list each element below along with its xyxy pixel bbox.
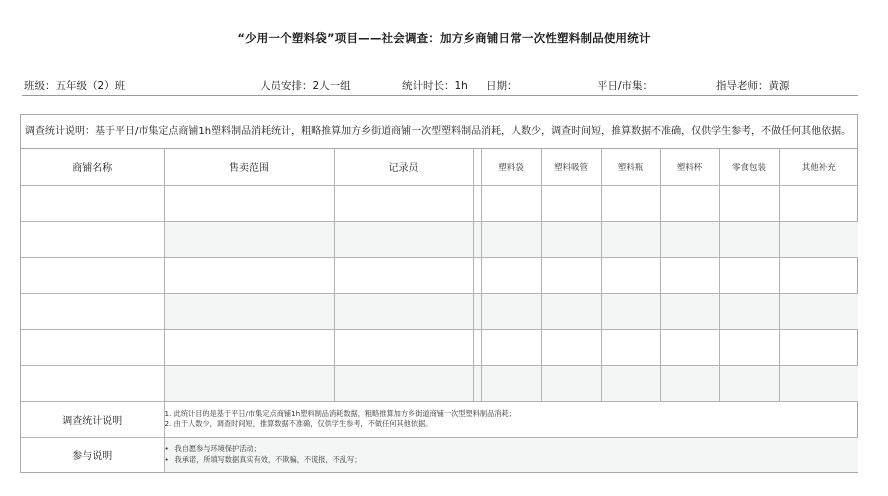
teacher-field: 指导老师：黄源 — [716, 80, 790, 92]
cell-snack-packaging[interactable] — [719, 257, 779, 293]
column-separator — [473, 221, 481, 257]
cell-shop-name[interactable] — [21, 221, 164, 257]
info-divider — [22, 95, 858, 96]
cell-plastic-bag[interactable] — [481, 185, 541, 221]
header-plastic-straw: 塑料吸管 — [541, 149, 601, 185]
cell-plastic-straw[interactable] — [541, 365, 601, 401]
header-plastic-cup: 塑料杯 — [660, 149, 719, 185]
cell-plastic-straw[interactable] — [541, 221, 601, 257]
cell-plastic-bag[interactable] — [481, 221, 541, 257]
participation-note-line: • 我承诺，所填写数据真实有效，不欺骗，不谎报，不乱写； — [164, 454, 362, 464]
cell-sales-scope[interactable] — [164, 365, 334, 401]
cell-other[interactable] — [779, 329, 858, 365]
header-row — [21, 149, 858, 185]
cell-plastic-cup[interactable] — [660, 365, 719, 401]
date-field[interactable]: 日期： — [486, 80, 518, 92]
cell-sales-scope[interactable] — [164, 329, 334, 365]
cell-plastic-bottle[interactable] — [601, 329, 660, 365]
cell-other[interactable] — [779, 257, 858, 293]
survey-note-line: 2. 由于人数少，调查时间短，推算数据不准确，仅供学生参考，不做任何其他依据。 — [164, 419, 433, 428]
cell-plastic-cup[interactable] — [660, 185, 719, 221]
bullet-icon: • — [164, 444, 169, 454]
cell-other[interactable] — [779, 221, 858, 257]
header-other: 其他补充 — [779, 149, 858, 185]
cell-plastic-straw[interactable] — [541, 293, 601, 329]
cell-sales-scope[interactable] — [164, 257, 334, 293]
survey-description: 调查统计说明：基于平日/市集定点商铺1h塑料制品消耗统计，粗略推算加方乡街道商铺一次型塑料制品消耗，人数少，调查时间短，推算数据不准确，仅供学生参考，不做任何其他依据。 — [21, 115, 857, 149]
survey-table — [21, 149, 858, 472]
cell-recorder[interactable] — [334, 329, 473, 365]
participation-notes-text — [164, 437, 858, 472]
cell-plastic-straw[interactable] — [541, 185, 601, 221]
staffing-field: 人员安排：2人一组 — [260, 80, 351, 92]
cell-sales-scope[interactable] — [164, 221, 334, 257]
header-snack-packaging: 零食包装 — [719, 149, 779, 185]
table-row — [21, 257, 858, 293]
column-separator — [473, 185, 481, 221]
column-separator — [473, 293, 481, 329]
participation-note-line: • 我自愿参与环境保护活动； — [164, 444, 261, 454]
cell-plastic-cup[interactable] — [660, 221, 719, 257]
cell-plastic-straw[interactable] — [541, 329, 601, 365]
cell-other[interactable] — [779, 293, 858, 329]
header-sales-scope: 售卖范围 — [164, 149, 334, 185]
table-row — [21, 365, 858, 401]
cell-plastic-bag[interactable] — [481, 257, 541, 293]
cell-snack-packaging[interactable] — [719, 365, 779, 401]
survey-notes-label: 调查统计说明 — [21, 401, 164, 437]
header-plastic-bottle: 塑料瓶 — [601, 149, 660, 185]
survey-note-line: 1. 此统计目的是基于平日/市集定点商铺1h塑料制品消耗数据，粗略推算加方乡街道商铺一次型塑料制品消耗； — [164, 408, 516, 418]
cell-snack-packaging[interactable] — [719, 221, 779, 257]
cell-shop-name[interactable] — [21, 365, 164, 401]
document-title: “少用一个塑料袋”项目——社会调查：加方乡商铺日常一次性塑料制品使用统计 — [237, 31, 651, 45]
duration-field: 统计时长：1h — [402, 80, 468, 92]
cell-recorder[interactable] — [334, 365, 473, 401]
cell-plastic-straw[interactable] — [541, 257, 601, 293]
cell-shop-name[interactable] — [21, 257, 164, 293]
table-row — [21, 293, 858, 329]
bullet-icon: • — [164, 454, 169, 464]
table-row — [21, 221, 858, 257]
column-separator — [473, 329, 481, 365]
cell-recorder[interactable] — [334, 293, 473, 329]
cell-shop-name[interactable] — [21, 293, 164, 329]
participation-notes-label: 参与说明 — [21, 437, 164, 472]
cell-plastic-cup[interactable] — [660, 329, 719, 365]
header-shop-name: 商铺名称 — [21, 149, 164, 185]
cell-plastic-bag[interactable] — [481, 293, 541, 329]
survey-notes-text — [164, 401, 858, 437]
table-row — [21, 185, 858, 221]
cell-plastic-cup[interactable] — [660, 257, 719, 293]
cell-plastic-bottle[interactable] — [601, 257, 660, 293]
cell-shop-name[interactable] — [21, 329, 164, 365]
cell-plastic-bottle[interactable] — [601, 221, 660, 257]
info-row — [24, 78, 860, 96]
column-separator — [473, 365, 481, 401]
cell-plastic-bottle[interactable] — [601, 365, 660, 401]
table-row — [21, 329, 858, 365]
cell-other[interactable] — [779, 185, 858, 221]
survey-sheet — [20, 114, 858, 473]
header-recorder: 记录员 — [334, 149, 473, 185]
column-separator — [473, 149, 481, 185]
cell-recorder[interactable] — [334, 257, 473, 293]
column-separator — [473, 257, 481, 293]
cell-snack-packaging[interactable] — [719, 329, 779, 365]
cell-plastic-bag[interactable] — [481, 329, 541, 365]
cell-recorder[interactable] — [334, 221, 473, 257]
cell-other[interactable] — [779, 365, 858, 401]
cell-recorder[interactable] — [334, 185, 473, 221]
cell-plastic-cup[interactable] — [660, 293, 719, 329]
cell-snack-packaging[interactable] — [719, 293, 779, 329]
participation-notes-row — [21, 437, 858, 472]
cell-plastic-bottle[interactable] — [601, 185, 660, 221]
cell-sales-scope[interactable] — [164, 293, 334, 329]
cell-sales-scope[interactable] — [164, 185, 334, 221]
cell-snack-packaging[interactable] — [719, 185, 779, 221]
cell-plastic-bottle[interactable] — [601, 293, 660, 329]
cell-shop-name[interactable] — [21, 185, 164, 221]
survey-notes-row — [21, 401, 858, 437]
cell-plastic-bag[interactable] — [481, 365, 541, 401]
class-field: 班级：五年级（2）班 — [24, 80, 126, 92]
day-type-field[interactable]: 平日/市集： — [597, 80, 654, 92]
header-plastic-bag: 塑料袋 — [481, 149, 541, 185]
